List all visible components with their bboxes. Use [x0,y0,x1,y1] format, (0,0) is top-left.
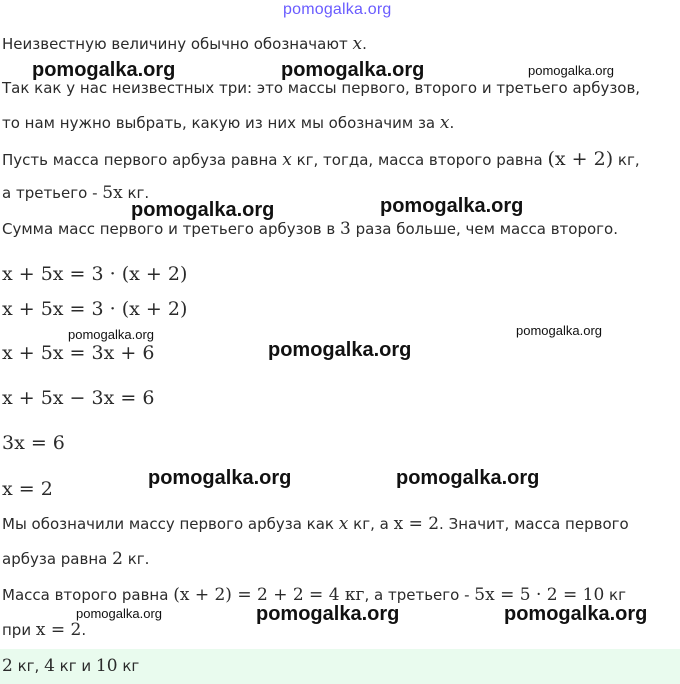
equation-1: x + 5x = 3 · (x + 2) [2,263,188,285]
equation-4: x + 5x − 3x = 6 [2,387,155,409]
watermark: pomogalka.org [148,467,292,489]
math-x: x [282,150,292,170]
equation-5: 3x = 6 [2,432,65,454]
watermark: pomogalka.org [131,199,275,221]
math-third-calc: 5x = 5 · 2 = 10 [474,585,605,605]
paragraph-5: а третьего - 5x кг. [2,183,150,203]
paragraph-7: Мы обозначили массу первого арбуза как x кг, а x = 2. Значит, масса первого [2,514,629,534]
paragraph-6: Сумма масс первого и третьего арбузов в 3 раза больше, чем масса второго. [2,219,618,239]
site-logo[interactable]: pomogalka.org [283,1,392,18]
math-2: 2 [112,549,123,569]
math-x-plus-2: (x + 2) [547,148,614,170]
math-second-calc: (x + 2) = 2 + 2 = 4 кг [173,585,365,605]
paragraph-2: Так как у нас неизвестных три: это массы первого, второго и третьего арбузов, [2,79,641,97]
watermark: pomogalka.org [516,323,602,338]
equation-6: x = 2 [2,478,53,500]
watermark: pomogalka.org [76,606,162,621]
math-x: x [338,514,349,534]
math-3: 3 [339,219,351,239]
watermark: pomogalka.org [32,59,176,81]
paragraph-4: Пусть масса первого арбуза равна x кг, тогда, масса второго равна (x + 2) кг, [2,148,640,170]
math-x-eq-2: x = 2 [35,620,82,640]
watermark: pomogalka.org [68,327,154,342]
watermark: pomogalka.org [528,63,614,78]
answer-value-2: 4 [44,656,55,676]
answer-line: 2 кг, 4 кг и 10 кг [2,656,140,676]
watermark: pomogalka.org [396,467,540,489]
watermark: pomogalka.org [380,195,524,217]
watermark: pomogalka.org [281,59,425,81]
watermark: pomogalka.org [256,603,400,625]
answer-value-1: 2 [2,656,13,676]
watermark: pomogalka.org [268,339,412,361]
math-x: x [439,113,450,133]
answer-box [0,649,680,684]
watermark: pomogalka.org [504,603,648,625]
paragraph-1: Неизвестную величину обычно обозначают x. [2,34,367,54]
answer-value-3: 10 [95,656,118,676]
math-5x: 5x [102,183,123,203]
paragraph-3: то нам нужно выбрать, какую из них мы обозначим за x. [2,113,455,133]
math-x: x [352,34,363,54]
paragraph-9: Масса второго равна (x + 2) = 2 + 2 = 4 кг, а третьего - 5x = 5 · 2 = 10 кг [2,585,626,605]
equation-3: x + 5x = 3x + 6 [2,342,155,364]
math-x-eq-2: x = 2 [393,514,440,534]
equation-2: x + 5x = 3 · (x + 2) [2,298,188,320]
paragraph-10: при x = 2. [2,620,87,640]
paragraph-8: арбуза равна 2 кг. [2,549,150,569]
